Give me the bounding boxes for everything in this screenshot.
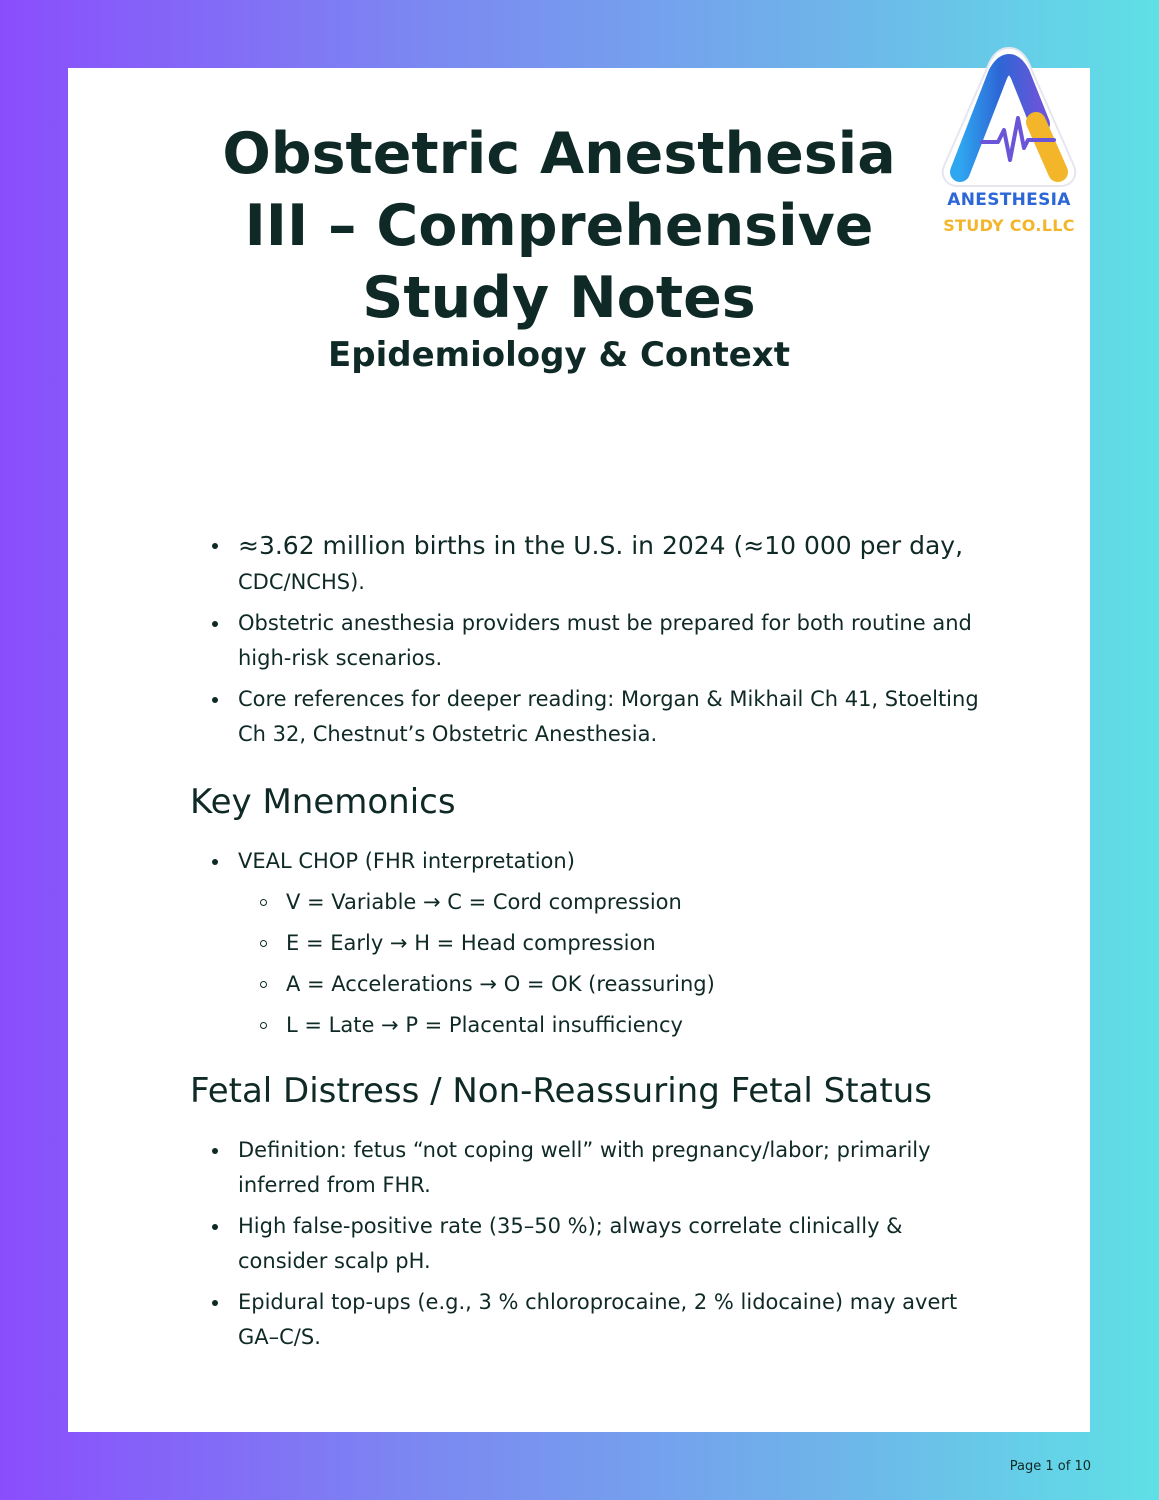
sub-list-item: E = Early → H = Head compression xyxy=(238,926,990,961)
list-item: Core references for deeper reading: Morgan & Mikhail Ch 41, Stoelting Ch 32, Chestnut’s Obstetric Anesthesia. xyxy=(190,682,990,752)
list-item-rest: CDC/NCHS). xyxy=(238,570,365,594)
section-heading-mnemonics: Key Mnemonics xyxy=(190,782,456,822)
logo-text-line2: STUDY CO.LLC xyxy=(943,216,1075,235)
list-item xyxy=(190,844,990,1043)
fetal-distress-list xyxy=(190,1133,990,1355)
list-item: Definition: fetus “not coping well” with pregnancy/labor; primarily inferred from FHR. xyxy=(190,1133,990,1203)
company-logo xyxy=(936,44,1082,244)
sub-list-item: L = Late → P = Placental insufficiency xyxy=(238,1008,990,1043)
page-subtitle: Epidemiology & Context xyxy=(328,335,790,375)
list-item-label: VEAL CHOP (FHR interpretation) xyxy=(238,849,575,873)
main-content xyxy=(190,528,990,1361)
mnemonic-sub-list xyxy=(238,885,990,1043)
list-item: Obstetric anesthesia providers must be prepared for both routine and high-risk scenarios. xyxy=(190,606,990,676)
list-item xyxy=(190,528,990,600)
page-number: Page 1 of 10 xyxy=(1009,1459,1091,1474)
section-heading-fetal-distress: Fetal Distress / Non-Reassuring Fetal Status xyxy=(190,1071,932,1111)
sub-list-item: V = Variable → C = Cord compression xyxy=(238,885,990,920)
list-item-lead: ≈3.62 million births in the U.S. in 2024 (≈10 000 per day, xyxy=(238,531,964,560)
logo-a-icon xyxy=(936,44,1082,194)
list-item: Epidural top-ups (e.g., 3 % chloroprocaine, 2 % lidocaine) may avert GA–C/S. xyxy=(190,1285,990,1355)
intro-list xyxy=(190,528,990,752)
page-title: Obstetric Anesthesia III – Comprehensive Study Notes xyxy=(222,121,896,331)
list-item: High false-positive rate (35–50 %); always correlate clinically & consider scalp pH. xyxy=(190,1209,990,1279)
sub-list-item: A = Accelerations → O = OK (reassuring) xyxy=(238,967,990,1002)
logo-text-line1: ANESTHESIA xyxy=(947,190,1071,210)
mnemonics-list xyxy=(190,844,990,1043)
